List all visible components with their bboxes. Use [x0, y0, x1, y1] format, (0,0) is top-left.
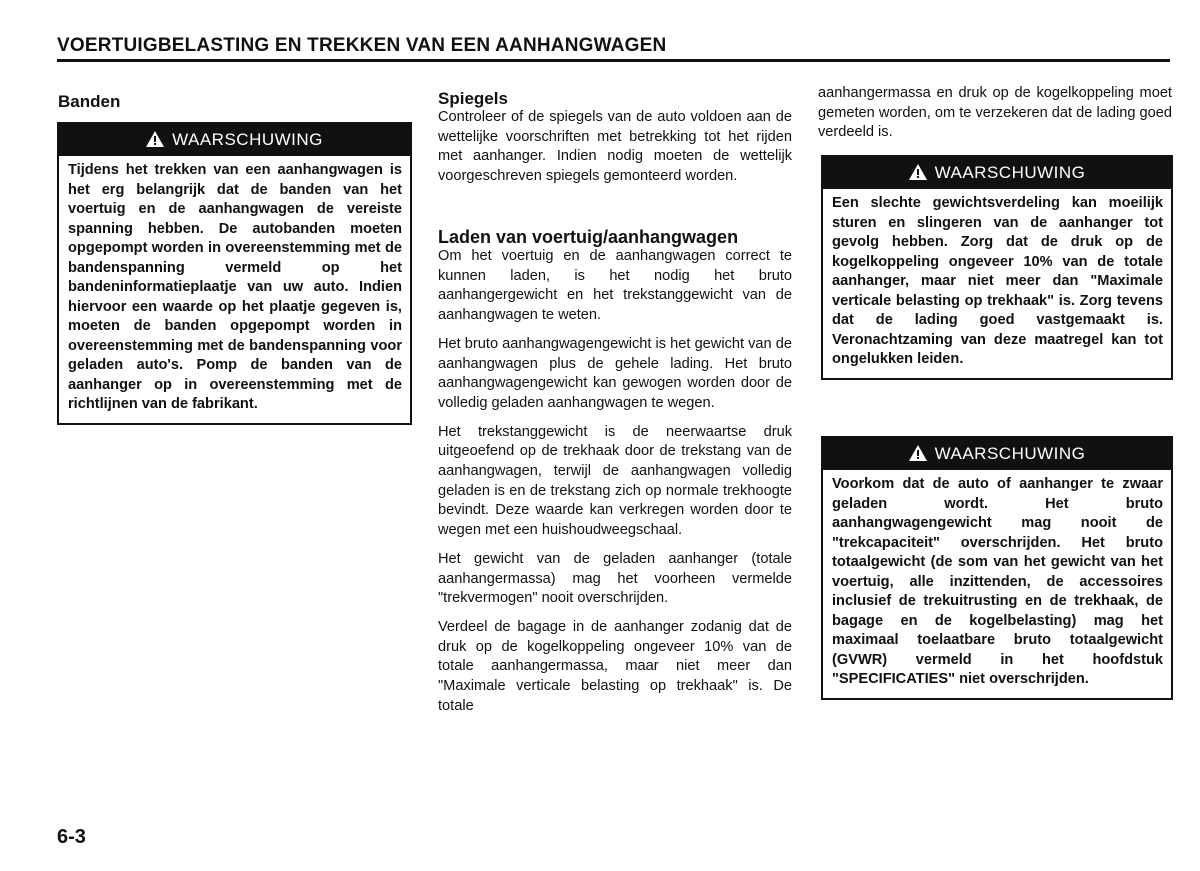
- warning-header: [823, 438, 1171, 470]
- spiegels-heading: Spiegels: [438, 89, 508, 108]
- warning-header: [823, 157, 1171, 189]
- warning-text: Voorkom dat de auto of aanhanger te zwaar geladen wordt. Het bruto aanhangwagengewicht mag nooit de "trekcapaciteit" overschrijden. Het bruto totaalgewicht (de som van het gewicht van het voertuig, alle inzittenden, de accessoires inclusief de trekuitrusting en de trekhaak, de bagage en de kogelbelasting) mag het maximaal toelaatbare bruto totaalgewicht (GVWR) vermeld in het hoofdstuk "SPECIFICATIES" niet overschrijden.: [832, 476, 1163, 687]
- spiegels-text: Controleer of de spiegels van de auto voldoen aan de wettelijke voorschriften met betrekking tot het rijden met aanhanger. Indien nodig moeten de wettelijk voorgeschreven spiegels gemonteerd worden.: [438, 109, 792, 185]
- banden-heading: Banden: [58, 92, 121, 111]
- warning-triangle-icon: [909, 159, 927, 191]
- weight-distribution-warning-box: [821, 155, 1173, 380]
- overload-warning-box: [821, 436, 1173, 700]
- page-number: 6-3: [57, 826, 86, 848]
- laden-heading: Laden van voertuig/aanhangwagen: [438, 227, 739, 247]
- warning-text: Een slechte gewichtsverdeling kan moeilijk sturen en slingeren van de aanhanger tot gevolg hebben. Zorg dat de druk op de kogelkoppeling ongeveer 10% van de totale aanhanger, maar niet meer dan "Maximale verticale belasting op trekhaak" is. Zorg tevens dat de lading goed vastgemaakt is. Veronachtzaming van deze maatregel kan tot ongelukken leiden.: [832, 195, 1163, 367]
- banden-warning-box: [57, 122, 412, 425]
- laden-paragraph-2: Het bruto aanhangwagengewicht is het gewicht van de aanhangwagen plus de gehele lading. Het bruto aanhangwagengewicht kan gewogen worden door de volledig geladen aanhangwagen te wegen.: [438, 335, 792, 411]
- warning-label: WAARSCHUWING: [934, 163, 1086, 182]
- warning-text: Tijdens het trekken van een aanhangwagen is het erg belangrijk dat de banden van het voertuig en de aanhangwagen de vereiste spanning hebben. De autobanden moeten opgepompt worden in overeenstemming met de bandenspanning vermeld op het bandeninformatieplaatje van uw auto. Indien hiervoor een waarde op het plaatje gegeven is, moeten de banden opgepompt worden in overeenstemming met de bandenspanning voor geladen auto's. Pomp de banden van de aanhanger op in overeenstemming met de richtlijnen van de fabrikant.: [68, 162, 402, 412]
- warning-header: [59, 124, 410, 156]
- warning-label: WAARSCHUWING: [934, 444, 1086, 463]
- title-rule: [57, 59, 1170, 62]
- warning-triangle-icon: [146, 126, 164, 158]
- warning-triangle-icon: [909, 440, 927, 472]
- laden-body: [438, 247, 792, 716]
- laden-paragraph-4: Het gewicht van de geladen aanhanger (totale aanhangermassa) mag het voorheen vermelde "trekvermogen" nooit overschrijden.: [438, 550, 792, 607]
- warning-label: WAARSCHUWING: [172, 130, 323, 149]
- laden-paragraph-1: Om het voertuig en de aanhangwagen correct te kunnen laden, is het nodig het bruto aanhangergewicht en het trekstanggewicht van de aanhangwagen te weten.: [438, 248, 792, 324]
- page-title: VOERTUIGBELASTING EN TREKKEN VAN EEN AANHANGWAGEN: [57, 35, 667, 56]
- laden-paragraph-3: Het trekstanggewicht is de neerwaartse druk uitgeoefend op de trekhaak door de trekstang van de aanhangwagen, terwijl de aanhangwagen volledig geladen is en de trekstang zich op normale trekhoogte bevindt. Deze waarde kan verkregen worden door te wegen met een huishoudweegschaal.: [438, 423, 792, 539]
- laden-paragraph-5: Verdeel de bagage in de aanhanger zodanig dat de druk op de kogelkoppeling ongeveer 10% van de totale aanhangermassa, maar niet meer dan "Maximale verticale belasting op trekhaak" is. De totale: [438, 618, 792, 714]
- continued-text: aanhangermassa en druk op de kogelkoppeling moet gemeten worden, om te verzekeren dat de lading goed verdeeld is.: [818, 85, 1172, 141]
